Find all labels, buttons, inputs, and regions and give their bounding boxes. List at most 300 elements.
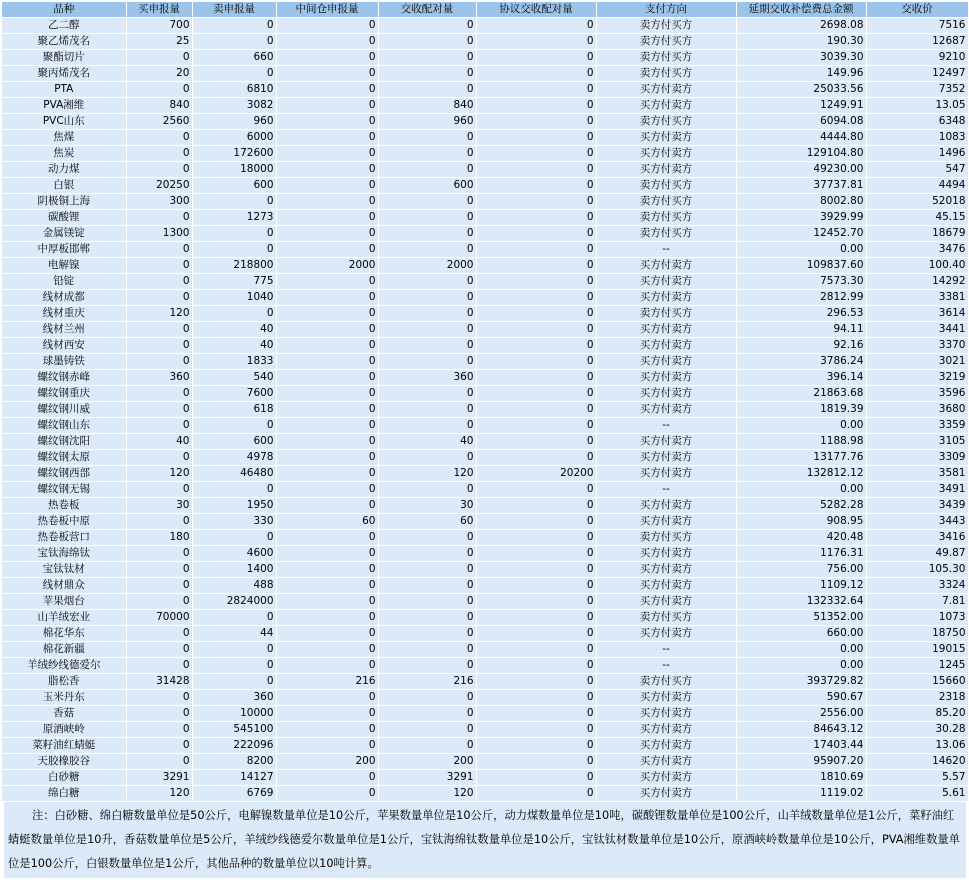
cell-matched-qty: 0	[378, 418, 476, 434]
cell-payment-direction: 买方付卖方	[596, 578, 736, 594]
cell-compensation-total: 0.00	[736, 658, 866, 674]
cell-matched-qty: 0	[378, 386, 476, 402]
cell-agreement-matched-qty: 0	[476, 34, 596, 50]
cell-compensation-total: 95907.20	[736, 754, 866, 770]
cell-sell-qty: 172600	[192, 146, 276, 162]
cell-delivery-price: 85.20	[866, 706, 968, 722]
table-row	[2, 738, 968, 754]
cell-compensation-total: 21863.68	[736, 386, 866, 402]
cell-intermediate-qty: 0	[276, 210, 378, 226]
cell-payment-direction: 买方付卖方	[596, 786, 736, 802]
cell-intermediate-qty: 0	[276, 402, 378, 418]
cell-delivery-price: 30.28	[866, 722, 968, 738]
cell-delivery-price: 3491	[866, 482, 968, 498]
cell-variety: 绵白糖	[2, 786, 126, 802]
cell-agreement-matched-qty: 20200	[476, 466, 596, 482]
cell-sell-qty: 40	[192, 322, 276, 338]
cell-buy-qty: 0	[126, 690, 192, 706]
cell-payment-direction: 买方付卖方	[596, 402, 736, 418]
cell-buy-qty: 20250	[126, 178, 192, 194]
cell-matched-qty: 0	[378, 450, 476, 466]
cell-delivery-price: 1496	[866, 146, 968, 162]
cell-variety: 菜籽油红蜻蜓	[2, 738, 126, 754]
cell-variety: 宝钛海绵钛	[2, 546, 126, 562]
cell-payment-direction: 卖方付买方	[596, 674, 736, 690]
cell-compensation-total: 2698.08	[736, 18, 866, 34]
cell-intermediate-qty: 0	[276, 578, 378, 594]
cell-buy-qty: 0	[126, 594, 192, 610]
cell-variety: 线材成都	[2, 290, 126, 306]
cell-payment-direction: 买方付卖方	[596, 370, 736, 386]
cell-intermediate-qty: 0	[276, 610, 378, 626]
cell-sell-qty: 6810	[192, 82, 276, 98]
cell-agreement-matched-qty: 0	[476, 658, 596, 674]
cell-buy-qty: 30	[126, 498, 192, 514]
table-row	[2, 290, 968, 306]
cell-delivery-price: 14620	[866, 754, 968, 770]
cell-sell-qty: 0	[192, 226, 276, 242]
cell-payment-direction: 买方付卖方	[596, 594, 736, 610]
cell-buy-qty: 1300	[126, 226, 192, 242]
cell-payment-direction: 买方付卖方	[596, 274, 736, 290]
cell-delivery-price: 7516	[866, 18, 968, 34]
cell-buy-qty: 40	[126, 434, 192, 450]
cell-intermediate-qty: 0	[276, 290, 378, 306]
cell-agreement-matched-qty: 0	[476, 722, 596, 738]
cell-matched-qty: 0	[378, 338, 476, 354]
cell-intermediate-qty: 0	[276, 274, 378, 290]
cell-buy-qty: 120	[126, 786, 192, 802]
cell-buy-qty: 0	[126, 546, 192, 562]
cell-delivery-price: 1245	[866, 658, 968, 674]
header-variety: 品种	[2, 2, 126, 18]
cell-matched-qty: 0	[378, 130, 476, 146]
cell-intermediate-qty: 0	[276, 50, 378, 66]
cell-buy-qty: 0	[126, 322, 192, 338]
cell-intermediate-qty: 0	[276, 434, 378, 450]
cell-variety: 螺纹钢无锡	[2, 482, 126, 498]
cell-compensation-total: 132332.64	[736, 594, 866, 610]
cell-compensation-total: 3929.99	[736, 210, 866, 226]
cell-matched-qty: 0	[378, 578, 476, 594]
table-row	[2, 66, 968, 82]
cell-intermediate-qty: 0	[276, 722, 378, 738]
cell-agreement-matched-qty: 0	[476, 146, 596, 162]
cell-intermediate-qty: 216	[276, 674, 378, 690]
cell-agreement-matched-qty: 0	[476, 178, 596, 194]
cell-agreement-matched-qty: 0	[476, 354, 596, 370]
cell-payment-direction: 卖方付买方	[596, 610, 736, 626]
cell-compensation-total: 908.95	[736, 514, 866, 530]
cell-compensation-total: 0.00	[736, 642, 866, 658]
cell-matched-qty: 0	[378, 18, 476, 34]
cell-delivery-price: 100.40	[866, 258, 968, 274]
cell-agreement-matched-qty: 0	[476, 562, 596, 578]
cell-agreement-matched-qty: 0	[476, 514, 596, 530]
cell-variety: 螺纹钢川威	[2, 402, 126, 418]
cell-agreement-matched-qty: 0	[476, 274, 596, 290]
cell-compensation-total: 1176.31	[736, 546, 866, 562]
cell-variety: 乙二醇	[2, 18, 126, 34]
cell-agreement-matched-qty: 0	[476, 338, 596, 354]
cell-buy-qty: 0	[126, 578, 192, 594]
cell-buy-qty: 0	[126, 130, 192, 146]
cell-variety: 焦炭	[2, 146, 126, 162]
cell-intermediate-qty: 0	[276, 530, 378, 546]
cell-delivery-price: 3614	[866, 306, 968, 322]
cell-agreement-matched-qty: 0	[476, 610, 596, 626]
cell-matched-qty: 0	[378, 402, 476, 418]
cell-matched-qty: 840	[378, 98, 476, 114]
cell-compensation-total: 3786.24	[736, 354, 866, 370]
cell-buy-qty: 31428	[126, 674, 192, 690]
cell-compensation-total: 37737.81	[736, 178, 866, 194]
cell-delivery-price: 1073	[866, 610, 968, 626]
cell-intermediate-qty: 0	[276, 498, 378, 514]
table-row	[2, 498, 968, 514]
cell-compensation-total: 109837.60	[736, 258, 866, 274]
cell-sell-qty: 3082	[192, 98, 276, 114]
cell-matched-qty: 0	[378, 146, 476, 162]
table-row	[2, 786, 968, 802]
cell-buy-qty: 120	[126, 306, 192, 322]
cell-delivery-price: 13.05	[866, 98, 968, 114]
cell-variety: 螺纹钢沈阳	[2, 434, 126, 450]
cell-buy-qty: 0	[126, 562, 192, 578]
cell-sell-qty: 0	[192, 530, 276, 546]
table-row	[2, 242, 968, 258]
cell-intermediate-qty: 0	[276, 642, 378, 658]
cell-sell-qty: 775	[192, 274, 276, 290]
cell-agreement-matched-qty: 0	[476, 386, 596, 402]
cell-variety: 玉米丹东	[2, 690, 126, 706]
header-compensation-total: 延期交收补偿费总金额	[736, 2, 866, 18]
cell-delivery-price: 3021	[866, 354, 968, 370]
cell-variety: 碳酸锂	[2, 210, 126, 226]
cell-sell-qty: 40	[192, 338, 276, 354]
cell-compensation-total: 3039.30	[736, 50, 866, 66]
cell-variety: 原酒峡岭	[2, 722, 126, 738]
table-row	[2, 18, 968, 34]
table-row	[2, 338, 968, 354]
cell-sell-qty: 18000	[192, 162, 276, 178]
cell-compensation-total: 1249.91	[736, 98, 866, 114]
header-sell-qty: 卖申报量	[192, 2, 276, 18]
cell-sell-qty: 8200	[192, 754, 276, 770]
cell-compensation-total: 17403.44	[736, 738, 866, 754]
cell-intermediate-qty: 0	[276, 34, 378, 50]
cell-intermediate-qty: 0	[276, 546, 378, 562]
cell-agreement-matched-qty: 0	[476, 434, 596, 450]
cell-matched-qty: 0	[378, 658, 476, 674]
cell-delivery-price: 3370	[866, 338, 968, 354]
cell-delivery-price: 18750	[866, 626, 968, 642]
cell-payment-direction: 卖方付买方	[596, 306, 736, 322]
cell-payment-direction: 买方付卖方	[596, 338, 736, 354]
cell-variety: 宝钛钛材	[2, 562, 126, 578]
cell-intermediate-qty: 0	[276, 322, 378, 338]
table-row	[2, 226, 968, 242]
cell-intermediate-qty: 0	[276, 450, 378, 466]
cell-payment-direction: 卖方付买方	[596, 210, 736, 226]
cell-intermediate-qty: 0	[276, 18, 378, 34]
cell-agreement-matched-qty: 0	[476, 770, 596, 786]
cell-buy-qty: 0	[126, 738, 192, 754]
cell-compensation-total: 13177.76	[736, 450, 866, 466]
table-row	[2, 418, 968, 434]
cell-payment-direction: 卖方付买方	[596, 178, 736, 194]
cell-compensation-total: 1119.02	[736, 786, 866, 802]
table-row	[2, 450, 968, 466]
cell-variety: 线材鼎众	[2, 578, 126, 594]
cell-compensation-total: 756.00	[736, 562, 866, 578]
table-row	[2, 178, 968, 194]
cell-sell-qty: 1950	[192, 498, 276, 514]
cell-sell-qty: 540	[192, 370, 276, 386]
table-row	[2, 754, 968, 770]
cell-agreement-matched-qty: 0	[476, 498, 596, 514]
cell-sell-qty: 618	[192, 402, 276, 418]
cell-sell-qty: 0	[192, 18, 276, 34]
table-row	[2, 322, 968, 338]
cell-delivery-price: 3581	[866, 466, 968, 482]
cell-payment-direction: --	[596, 482, 736, 498]
cell-agreement-matched-qty: 0	[476, 162, 596, 178]
cell-variety: 苹果烟台	[2, 594, 126, 610]
cell-delivery-price: 3680	[866, 402, 968, 418]
cell-variety: 螺纹钢重庆	[2, 386, 126, 402]
cell-delivery-price: 14292	[866, 274, 968, 290]
cell-agreement-matched-qty: 0	[476, 66, 596, 82]
cell-agreement-matched-qty: 0	[476, 546, 596, 562]
table-row	[2, 354, 968, 370]
cell-matched-qty: 2000	[378, 258, 476, 274]
table-row	[2, 162, 968, 178]
cell-agreement-matched-qty: 0	[476, 130, 596, 146]
table-row	[2, 626, 968, 642]
cell-payment-direction: 买方付卖方	[596, 466, 736, 482]
cell-variety: 焦煤	[2, 130, 126, 146]
cell-buy-qty: 0	[126, 162, 192, 178]
cell-buy-qty: 0	[126, 386, 192, 402]
header-matched-qty: 交收配对量	[378, 2, 476, 18]
cell-delivery-price: 19015	[866, 642, 968, 658]
cell-compensation-total: 12452.70	[736, 226, 866, 242]
cell-delivery-price: 3596	[866, 386, 968, 402]
table-row	[2, 562, 968, 578]
cell-compensation-total: 92.16	[736, 338, 866, 354]
table-row	[2, 146, 968, 162]
cell-delivery-price: 12687	[866, 34, 968, 50]
cell-matched-qty: 0	[378, 82, 476, 98]
cell-delivery-price: 49.87	[866, 546, 968, 562]
cell-intermediate-qty: 0	[276, 338, 378, 354]
cell-delivery-price: 7.81	[866, 594, 968, 610]
cell-payment-direction: 买方付卖方	[596, 290, 736, 306]
cell-agreement-matched-qty: 0	[476, 530, 596, 546]
cell-variety: 电解镍	[2, 258, 126, 274]
cell-agreement-matched-qty: 0	[476, 306, 596, 322]
cell-sell-qty: 960	[192, 114, 276, 130]
cell-payment-direction: 买方付卖方	[596, 162, 736, 178]
cell-delivery-price: 1083	[866, 130, 968, 146]
cell-variety: 聚乙烯茂名	[2, 34, 126, 50]
header-agreement-matched-qty: 协议交收配对量	[476, 2, 596, 18]
cell-payment-direction: 买方付卖方	[596, 450, 736, 466]
cell-agreement-matched-qty: 0	[476, 50, 596, 66]
cell-compensation-total: 8002.80	[736, 194, 866, 210]
cell-compensation-total: 4444.80	[736, 130, 866, 146]
cell-sell-qty: 1273	[192, 210, 276, 226]
cell-matched-qty: 120	[378, 786, 476, 802]
cell-variety: 热卷板中原	[2, 514, 126, 530]
cell-compensation-total: 84643.12	[736, 722, 866, 738]
cell-payment-direction: 买方付卖方	[596, 514, 736, 530]
cell-sell-qty: 0	[192, 610, 276, 626]
cell-matched-qty: 0	[378, 162, 476, 178]
cell-intermediate-qty: 0	[276, 370, 378, 386]
cell-variety: 线材西安	[2, 338, 126, 354]
cell-sell-qty: 0	[192, 642, 276, 658]
cell-payment-direction: 卖方付买方	[596, 34, 736, 50]
cell-compensation-total: 296.53	[736, 306, 866, 322]
cell-buy-qty: 0	[126, 642, 192, 658]
cell-delivery-price: 3476	[866, 242, 968, 258]
cell-matched-qty: 0	[378, 210, 476, 226]
cell-delivery-price: 7352	[866, 82, 968, 98]
cell-agreement-matched-qty: 0	[476, 290, 596, 306]
cell-payment-direction: 买方付卖方	[596, 258, 736, 274]
cell-buy-qty: 360	[126, 370, 192, 386]
cell-variety: 螺纹钢西部	[2, 466, 126, 482]
cell-intermediate-qty: 0	[276, 114, 378, 130]
cell-intermediate-qty: 200	[276, 754, 378, 770]
cell-variety: PTA	[2, 82, 126, 98]
cell-intermediate-qty: 0	[276, 306, 378, 322]
cell-buy-qty: 0	[126, 82, 192, 98]
cell-matched-qty: 200	[378, 754, 476, 770]
cell-agreement-matched-qty: 0	[476, 482, 596, 498]
cell-intermediate-qty: 0	[276, 178, 378, 194]
cell-payment-direction: 卖方付买方	[596, 50, 736, 66]
cell-intermediate-qty: 0	[276, 466, 378, 482]
cell-agreement-matched-qty: 0	[476, 18, 596, 34]
cell-compensation-total: 0.00	[736, 482, 866, 498]
table-row	[2, 706, 968, 722]
cell-intermediate-qty: 0	[276, 418, 378, 434]
cell-intermediate-qty: 0	[276, 770, 378, 786]
table-row	[2, 370, 968, 386]
table-row	[2, 194, 968, 210]
cell-payment-direction: 买方付卖方	[596, 434, 736, 450]
cell-intermediate-qty: 0	[276, 130, 378, 146]
cell-compensation-total: 0.00	[736, 242, 866, 258]
cell-sell-qty: 600	[192, 434, 276, 450]
cell-compensation-total: 420.48	[736, 530, 866, 546]
table-row	[2, 546, 968, 562]
cell-matched-qty: 3291	[378, 770, 476, 786]
cell-payment-direction: 卖方付买方	[596, 66, 736, 82]
cell-payment-direction: 买方付卖方	[596, 322, 736, 338]
cell-buy-qty: 70000	[126, 610, 192, 626]
cell-buy-qty: 25	[126, 34, 192, 50]
cell-variety: 聚酯切片	[2, 50, 126, 66]
header-intermediate-qty: 中间仓申报量	[276, 2, 378, 18]
cell-agreement-matched-qty: 0	[476, 258, 596, 274]
cell-payment-direction: 买方付卖方	[596, 754, 736, 770]
cell-payment-direction: 买方付卖方	[596, 690, 736, 706]
header-row	[2, 2, 968, 18]
cell-agreement-matched-qty: 0	[476, 402, 596, 418]
cell-matched-qty: 60	[378, 514, 476, 530]
cell-matched-qty: 0	[378, 66, 476, 82]
cell-compensation-total: 25033.56	[736, 82, 866, 98]
cell-agreement-matched-qty: 0	[476, 594, 596, 610]
table-row	[2, 98, 968, 114]
cell-agreement-matched-qty: 0	[476, 706, 596, 722]
cell-matched-qty: 0	[378, 690, 476, 706]
cell-matched-qty: 0	[378, 226, 476, 242]
table-row	[2, 466, 968, 482]
cell-sell-qty: 14127	[192, 770, 276, 786]
cell-variety: 中厚板邯郸	[2, 242, 126, 258]
cell-compensation-total: 1109.12	[736, 578, 866, 594]
cell-sell-qty: 360	[192, 690, 276, 706]
cell-variety: 热卷板	[2, 498, 126, 514]
cell-intermediate-qty: 0	[276, 146, 378, 162]
cell-compensation-total: 393729.82	[736, 674, 866, 690]
cell-compensation-total: 660.00	[736, 626, 866, 642]
table-row	[2, 258, 968, 274]
cell-matched-qty: 0	[378, 482, 476, 498]
table-row	[2, 306, 968, 322]
cell-payment-direction: --	[596, 418, 736, 434]
cell-matched-qty: 0	[378, 242, 476, 258]
cell-buy-qty: 0	[126, 706, 192, 722]
cell-matched-qty: 0	[378, 274, 476, 290]
cell-agreement-matched-qty: 0	[476, 226, 596, 242]
table-row	[2, 434, 968, 450]
cell-matched-qty: 0	[378, 626, 476, 642]
cell-buy-qty: 0	[126, 722, 192, 738]
cell-sell-qty: 222096	[192, 738, 276, 754]
cell-buy-qty: 0	[126, 418, 192, 434]
cell-buy-qty: 0	[126, 514, 192, 530]
cell-matched-qty: 0	[378, 34, 476, 50]
cell-matched-qty: 0	[378, 322, 476, 338]
cell-payment-direction: 卖方付买方	[596, 18, 736, 34]
cell-variety: 螺纹钢太原	[2, 450, 126, 466]
cell-sell-qty: 6000	[192, 130, 276, 146]
table-row	[2, 642, 968, 658]
cell-delivery-price: 6348	[866, 114, 968, 130]
cell-sell-qty: 2824000	[192, 594, 276, 610]
cell-payment-direction: 买方付卖方	[596, 562, 736, 578]
cell-buy-qty: 840	[126, 98, 192, 114]
cell-matched-qty: 0	[378, 562, 476, 578]
cell-agreement-matched-qty: 0	[476, 690, 596, 706]
cell-compensation-total: 0.00	[736, 418, 866, 434]
cell-buy-qty: 300	[126, 194, 192, 210]
cell-variety: 白银	[2, 178, 126, 194]
cell-buy-qty: 0	[126, 626, 192, 642]
cell-agreement-matched-qty: 0	[476, 82, 596, 98]
cell-compensation-total: 190.30	[736, 34, 866, 50]
cell-variety: 羊绒纱线德爱尔	[2, 658, 126, 674]
cell-agreement-matched-qty: 0	[476, 738, 596, 754]
cell-payment-direction: 卖方付买方	[596, 194, 736, 210]
table-row	[2, 386, 968, 402]
